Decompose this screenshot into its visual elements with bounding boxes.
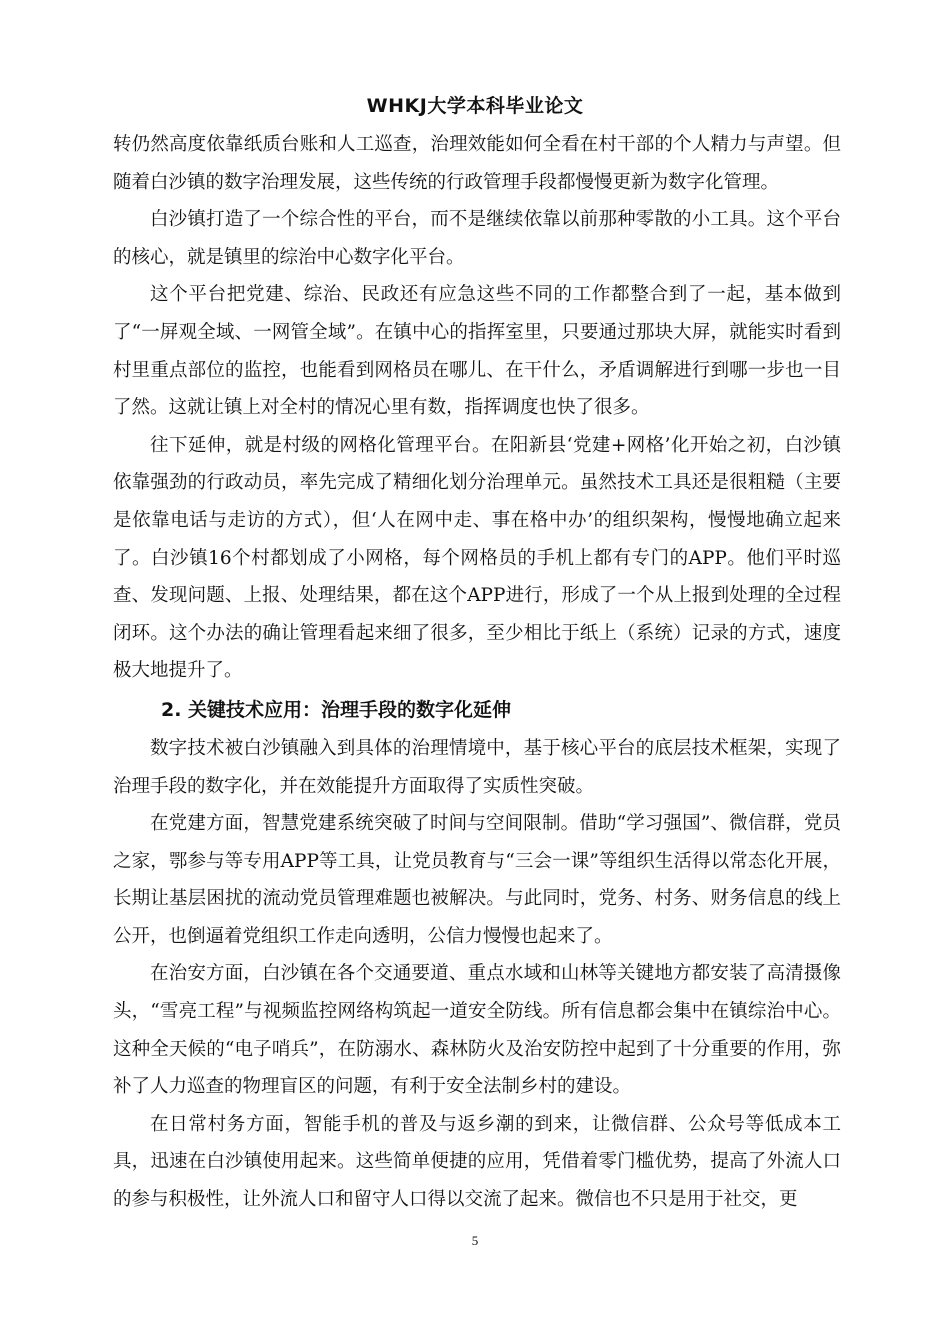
paragraph-continued: 转仍然高度依靠纸质台账和人工巡查，治理效能如何全看在村干部的个人精力与声望。但随着白沙镇的数字治理发展，这些传统的行政管理手段都慢慢更新为数字化管理。 xyxy=(113,134,841,193)
paragraph: 往下延伸，就是村级的网格化管理平台。在阳新县‘党建+网格’化开始之初，白沙镇依靠强劲的行政动员，率先完成了精细化划分治理单元。虽然技术工具还是很粗糙（主要是依靠电话与走访的方式），但‘人在网中走、事在格中办’的组织架构，慢慢地确立起来了。白沙镇16个村都划成了小网格，每个网格员的手机上都有专门的APP。他们平时巡查、发现问题、上报、处理结果，都在这个APP进行，形成了一个从上报到处理的全过程闭环。这个办法的确让管理看起来细了很多，至少相比于纸上（系统）记录的方式，速度极大地提升了。 xyxy=(113,434,841,682)
paragraph: 在党建方面，智慧党建系统突破了时间与空间限制。借助“学习强国”、微信群，党员之家，鄂参与等专用APP等工具，让党员教育与“三会一课”等组织生活得以常态化开展，长期让基层困扰的流动党员管理难题也被解决。与此同时，党务、村务、财务信息的线上公开，也倒逼着党组织工作走向透明，公信力慢慢也起来了。 xyxy=(113,813,841,947)
paragraph: 数字技术被白沙镇融入到具体的治理情境中，基于核心平台的底层技术框架，实现了治理手段的数字化，并在效能提升方面取得了实质性突破。 xyxy=(113,737,841,797)
body-text xyxy=(113,126,841,1219)
paragraph: 在日常村务方面，智能手机的普及与返乡潮的到来，让微信群、公众号等低成本工具，迅速在白沙镇使用起来。这些简单便捷的应用，凭借着零门槛优势，提高了外流人口的参与积极性，让外流人口和留守人口得以交流了起来。微信也不只是用于社交，更 xyxy=(113,1113,841,1211)
running-header: WHKJ大学本科毕业论文 xyxy=(366,95,584,117)
section-heading: 2. 关键技术应用：治理手段的数字化延伸 xyxy=(161,698,512,721)
paragraph: 白沙镇打造了一个综合性的平台，而不是继续依靠以前那种零散的小工具。这个平台的核心，就是镇里的综治中心数字化平台。 xyxy=(113,209,841,268)
paragraph: 在治安方面，白沙镇在各个交通要道、重点水域和山林等关键地方都安装了高清摄像头，“雪亮工程”与视频监控网络构筑起一道安全防线。所有信息都会集中在镇综治中心。这种全天候的“电子哨兵”，在防溺水、森林防火及治安防控中起到了十分重要的作用，弥补了人力巡查的物理盲区的问题，有利于安全法制乡村的建设。 xyxy=(113,963,841,1098)
page-number: 5 xyxy=(471,1233,479,1248)
paragraph: 这个平台把党建、综治、民政还有应急这些不同的工作都整合到了一起，基本做到了“一屏观全域、一网管全域”。在镇中心的指挥室里，只要通过那块大屏，就能实时看到村里重点部位的监控，也能看到网格员在哪儿、在干什么，矛盾调解进行到哪一步也一目了然。这就让镇上对全村的情况心里有数，指挥调度也快了很多。 xyxy=(113,284,841,419)
